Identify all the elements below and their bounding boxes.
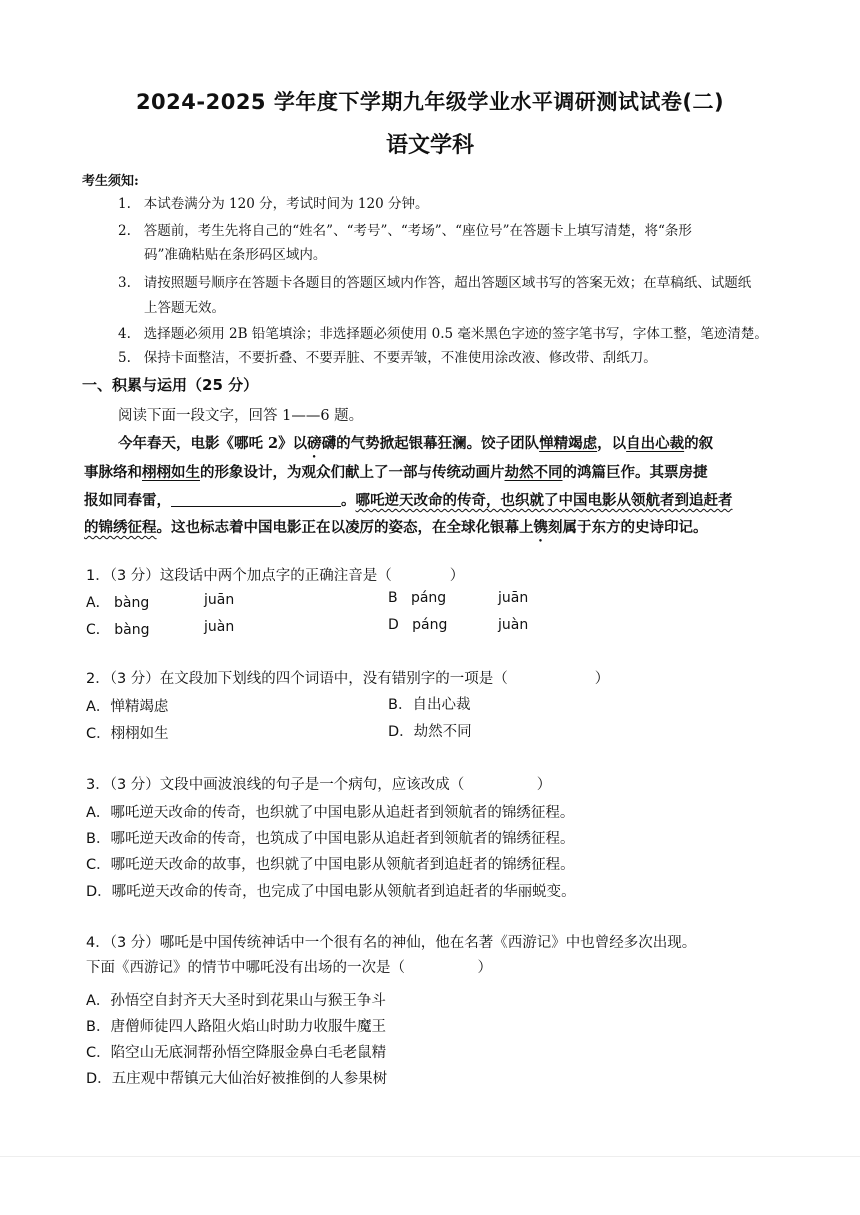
underlined-word-2: 自出心裁 xyxy=(626,435,685,452)
passage-line-4: 的锦绣征程。这也标志着中国电影正在以凌厉的姿态，在全球化银幕上镌刻属于东方的史诗印记。 xyxy=(84,519,708,536)
q1-option-c-b: juàn xyxy=(204,619,235,635)
question-4-stem-cont: 下面《西游记》的情节中哪吒没有出场的一次是（ ） xyxy=(86,960,492,976)
q4-option-a[interactable]: A．孙悟空自封齐天大圣时到花果山与猴王争斗 xyxy=(86,993,386,1009)
notice-item-5: 5. 保持卡面整洁，不要折叠、不要弄脏、不要弄皱，不准使用涂改液、修改带、刮纸刀。 xyxy=(118,350,657,366)
dotted-char-2: 镌 xyxy=(533,519,548,536)
question-2-stem: 2．（3 分）在文段加下划线的四个词语中，没有错别字的一项是（ ） xyxy=(86,671,610,687)
underlined-word-1: 惮精竭虑 xyxy=(539,435,598,452)
subject-title: 语文学科 xyxy=(385,133,474,158)
q1-option-b[interactable]: B páng xyxy=(388,590,447,606)
question-3-stem: 3．（3 分）文段中画波浪线的句子是一个病句，应该改成（ ） xyxy=(86,777,552,793)
q2-option-a[interactable]: A．惮精竭虑 xyxy=(86,699,169,715)
notice-item-3: 3. 请按照题号顺序在答题卡各题目的答题区域内作答，超出答题区域书写的答案无效；在草稿纸、试题纸 xyxy=(118,275,752,291)
notice-item-2: 2. 答题前，考生先将自己的“姓名”、“考号”、“考场”、“座位号”在答题卡上填写清楚，将“条形 xyxy=(118,223,692,239)
q2-option-c[interactable]: C．栩栩如生 xyxy=(86,726,169,742)
q1-option-a[interactable]: A． bàng xyxy=(86,595,150,611)
passage-line-3: 报如同春雷， 。哪吒逆天改命的传奇，也织就了中国电影从领航者到追赶者 xyxy=(84,492,733,509)
page-bottom-divider xyxy=(0,1156,860,1157)
q2-option-d[interactable]: D．劫然不同 xyxy=(388,724,472,740)
q3-option-d[interactable]: D．哪吒逆天改命的传奇，也完成了中国电影从领航者到追赶者的华丽蜕变。 xyxy=(86,884,576,900)
fill-blank[interactable] xyxy=(171,492,341,507)
wavy-sentence: 哪吒逆天改命的传奇，也织就了中国电影从领航者到追赶者 xyxy=(355,492,733,509)
q3-option-a[interactable]: A．哪吒逆天改命的传奇，也织就了中国电影从追赶者到领航者的锦绣征程。 xyxy=(86,805,575,821)
q3-option-b[interactable]: B．哪吒逆天改命的传奇，也筑成了中国电影从追赶者到领航者的锦绣征程。 xyxy=(86,831,575,847)
dotted-char-1: 磅 xyxy=(307,435,322,452)
q4-option-c[interactable]: C．陷空山无底洞帮孙悟空降服金鼻白毛老鼠精 xyxy=(86,1045,387,1061)
question-4-stem: 4．（3 分）哪吒是中国传统神话中一个很有名的神仙，他在名著《西游记》中也曾经多次出现。 xyxy=(86,935,697,951)
passage-line-2: 事脉络和栩栩如生的形象设计，为观众们献上了一部与传统动画片劫然不同的鸿篇巨作。其票房捷 xyxy=(84,464,708,481)
q1-option-d[interactable]: D páng xyxy=(388,617,448,633)
notice-heading: 考生须知: xyxy=(82,174,139,189)
underlined-word-4: 劫然不同 xyxy=(504,464,563,481)
underlined-word-3: 栩栩如生 xyxy=(142,464,200,481)
q2-option-b[interactable]: B．自出心裁 xyxy=(388,697,471,713)
notice-item-4: 4. 选择题必须用 2B 铅笔填涂；非选择题必须使用 0.5 毫米黑色字迹的签字笔书写，字体工整，笔迹清楚。 xyxy=(118,326,768,342)
reading-intro: 阅读下面一段文字，回答 1——6 题。 xyxy=(118,408,364,424)
q1-option-a-b: juān xyxy=(204,592,235,608)
q1-option-b-b: juān xyxy=(498,590,529,606)
passage-line-1: 今年春天，电影《哪吒 2》以磅礴的气势掀起银幕狂澜。饺子团队惮精竭虑，以自出心裁的叙 xyxy=(118,435,714,452)
question-1-stem: 1．（3 分）这段话中两个加点字的正确注音是（ ） xyxy=(86,568,465,584)
notice-item-1: 1. 本试卷满分为 120 分，考试时间为 120 分钟。 xyxy=(118,196,429,212)
section-heading: 一、积累与运用（25 分） xyxy=(82,376,259,394)
q1-option-d-b: juàn xyxy=(498,617,529,633)
q4-option-b[interactable]: B．唐僧师徒四人路阻火焰山时助力收服牛魔王 xyxy=(86,1019,386,1035)
notice-item-3-cont: 上答题无效。 xyxy=(144,300,225,316)
exam-title: 2024-2025 学年度下学期九年级学业水平调研测试试卷(二) xyxy=(135,90,725,114)
q4-option-d[interactable]: D．五庄观中帮镇元大仙治好被推倒的人参果树 xyxy=(86,1071,388,1087)
q1-option-c[interactable]: C． bàng xyxy=(86,622,150,638)
notice-item-2-cont: 码”准确粘贴在条形码区域内。 xyxy=(144,247,327,263)
q3-option-c[interactable]: C．哪吒逆天改命的故事，也织就了中国电影从领航者到追赶者的锦绣征程。 xyxy=(86,857,575,873)
